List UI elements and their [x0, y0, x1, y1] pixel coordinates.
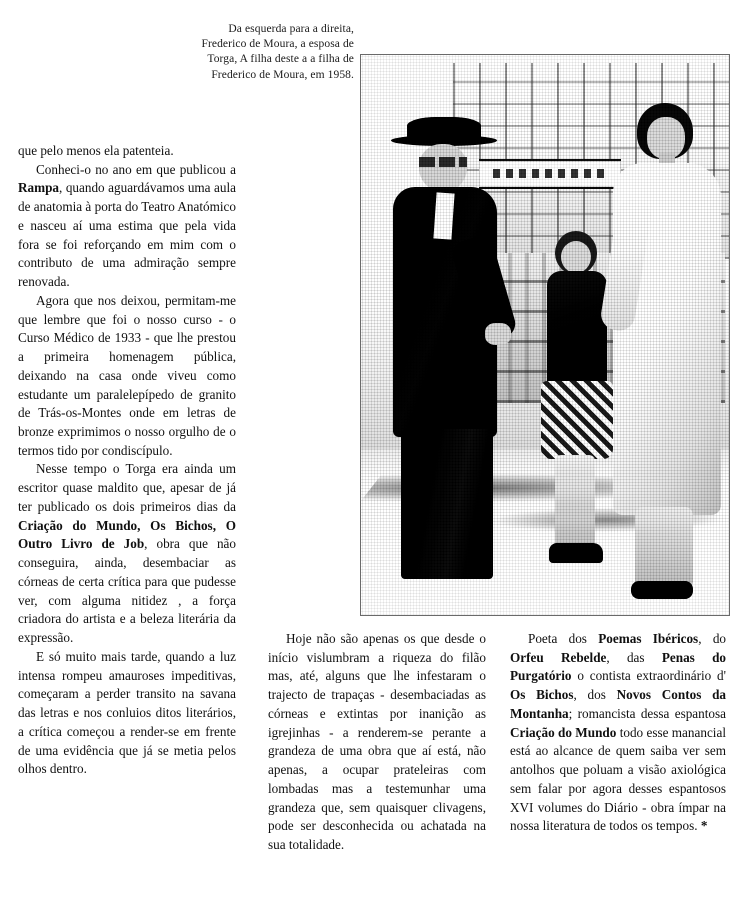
text-column-middle [268, 630, 486, 855]
photo-group-portrait-1958 [360, 54, 730, 616]
paragraph: Conheci-o no ano em que publicou a Rampa, quando aguardávamos uma aula de anatomia à porta do Teatro Anatómico e nasceu aí uma estima que pela vida fora se foi reforçando em mim com o contributo de uma admiração sempre renovada. [18, 161, 236, 290]
title-penas-do-purgatorio: Penas do Purgatório [510, 649, 726, 684]
paragraph: que pelo menos ela patenteia. [18, 143, 174, 158]
text-column-right [510, 630, 726, 836]
photo-image [361, 55, 729, 615]
paragraph: Poeta dos Poemas Ibéricos, do Orfeu Rebelde, das Penas do Purgatório o contista extraordinário d' Os Bichos, dos Novos Contos da Montanha; romancista dessa espantosa Criação do Mundo todo esse manancial está ao alcance de quem saiba ver sem antolhos que poluam a visão axiológica sem falar por agora desses espantosos XVI volumes do Diário - obra ímpar na nossa literatura de todos os tempos. * [510, 631, 726, 834]
title-poemas-ibericos: Poemas Ibéricos [598, 631, 699, 646]
paragraph: Nesse tempo o Torga era ainda um escritor quase maldito que, apesar de já ter publicado os dois primeiros dias da Criação do Mundo, Os Bichos, O Outro Livro de Job, obra que não conseguira, ainda, desembaciar as córneas de certa crítica para que pudesse ver, com alguma nitidez , a força criadora do artista e a beleza literária da expressão. [18, 461, 236, 646]
title-os-bichos: Os Bichos [510, 687, 574, 703]
photo-caption: Da esquerda para a direita, Frederico de Moura, a esposa de Torga, A filha deste a a filha de Frederico de Moura, em 1958. [201, 23, 354, 81]
title-orfeu-rebelde: Orfeu Rebelde [510, 649, 607, 665]
photo-film-grain [361, 55, 729, 615]
title-criacao-do-mundo-2: Criação do Mundo [510, 724, 617, 740]
text-column-left [18, 142, 236, 779]
title-criacao-do-mundo: Criação do Mundo, Os Bichos, O Outro Livro de Job [18, 517, 236, 552]
paragraph: Agora que nos deixou, permitam-me que lembre que foi o nosso curso - o Curso Médico de 1933 - que lhe prestou a primeira homenagem pública, deixando na casa onde viveu como estudante um paralelepípedo de granito de Trás-os-Montes onde em letras de bronze exprimimos o nosso orgulho de o termos tido por condiscípulo. [18, 292, 236, 458]
end-mark: * [700, 818, 708, 834]
title-rampa: Rampa [18, 180, 60, 196]
paragraph: Hoje não são apenas os que desde o início vislumbram a riqueza do filão mas, até, alguns que lhe infestaram o trajecto de trapaças - desembaciadas as córneas e extintas por inanição as igrejinhas - a renderem-se perante a grandeza de uma obra que aí está, não apenas, a ocupar prateleiras com lombadas mas a testemunhar uma grandeza que, sem quaisquer clivagens, pode ser desconhecida ou achatada na sua totalidade. [268, 631, 486, 853]
paragraph: E só muito mais tarde, quando a luz intensa rompeu amauroses impeditivas, começaram a perder transito na savana das letras e nos conluios ditos literários, a crítica começou a render-se em frente de uma evidência que já se metia pelos olhos dentro. [18, 648, 236, 777]
title-novos-contos-da-montanha: Novos Contos da Montanha [510, 687, 726, 721]
